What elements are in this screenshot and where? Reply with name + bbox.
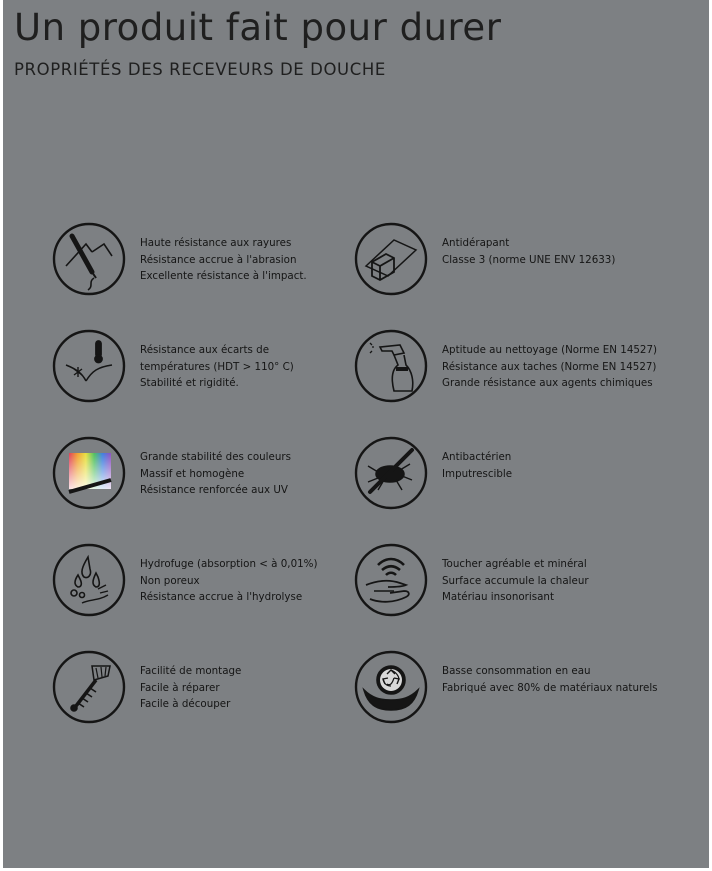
feature-temperature-resistance: [52, 329, 392, 409]
recycle-icon: [354, 650, 428, 724]
feature-line: Fabriqué avec 80% de matériaux naturels: [442, 681, 658, 694]
water-drop-icon: [52, 543, 126, 617]
screw-icon: [52, 650, 126, 724]
page-subtitle: PROPRIÉTÉS DES RECEVEURS DE DOUCHE: [14, 60, 386, 79]
feature-line: Excellente résistance à l'impact.: [140, 270, 307, 283]
anti-slip-icon: [354, 222, 428, 296]
feature-line: Massif et homogène: [140, 467, 245, 480]
warm-hands-icon: [354, 543, 428, 617]
feature-line: Aptitude au nettoyage (Norme EN 14527): [442, 344, 658, 356]
feature-line: Classe 3 (norme UNE ENV 12633): [442, 253, 616, 266]
feature-line: températures (HDT > 110° C): [140, 360, 294, 373]
feature-line: Non poreux: [140, 574, 200, 587]
feature-line: Résistance aux taches (Norme EN 14527): [442, 360, 657, 373]
feature-antibacterial: [354, 436, 694, 516]
feature-line: Imputrescible: [442, 467, 513, 480]
feature-line: Résistance renforcée aux UV: [140, 484, 288, 497]
feature-cleaning: [354, 329, 694, 409]
feature-scratch-resistance: [52, 222, 392, 302]
feature-line: Haute résistance aux rayures: [140, 237, 292, 249]
feature-line: Stabilité et rigidité.: [140, 377, 239, 390]
page-title: Un produit fait pour durer: [14, 6, 502, 49]
feature-anti-slip: [354, 222, 694, 302]
feature-color-stability: [52, 436, 392, 516]
feature-eco: [354, 650, 694, 730]
feature-line: Grande résistance aux agents chimiques: [442, 377, 653, 390]
feature-line: Résistance accrue à l'abrasion: [140, 253, 297, 266]
feature-installation: [52, 650, 392, 730]
feature-line: Grande stabilité des couleurs: [140, 451, 291, 463]
feature-text: [140, 235, 390, 285]
feature-line: Toucher agréable et minéral: [442, 558, 587, 570]
feature-touch: [354, 543, 694, 623]
feature-line: Facile à découper: [140, 698, 231, 711]
feature-water-repellent: [52, 543, 392, 623]
feature-line: Facilité de montage: [140, 665, 242, 677]
page: [3, 0, 709, 868]
feature-line: Surface accumule la chaleur: [442, 574, 589, 587]
feature-text: [442, 449, 692, 482]
feature-line: Matériau insonorisant: [442, 591, 554, 604]
feature-text: [442, 342, 692, 392]
feature-text: [140, 556, 390, 606]
feature-line: Basse consommation en eau: [442, 665, 591, 677]
feature-line: Antidérapant: [442, 237, 510, 249]
feature-line: Antibactérien: [442, 451, 512, 463]
feature-text: [442, 663, 692, 696]
scratch-icon: [52, 222, 126, 296]
feature-text: [140, 342, 390, 392]
feature-text: [442, 235, 692, 268]
thermometer-icon: [52, 329, 126, 403]
feature-text: [140, 449, 390, 499]
feature-line: Résistance accrue à l'hydrolyse: [140, 591, 303, 604]
spray-bottle-icon: [354, 329, 428, 403]
color-spectrum-icon: [52, 436, 126, 510]
antibacterial-icon: [354, 436, 428, 510]
feature-text: [442, 556, 692, 606]
feature-text: [140, 663, 390, 713]
feature-line: Résistance aux écarts de: [140, 344, 270, 356]
feature-line: Hydrofuge (absorption < à 0,01%): [140, 558, 318, 570]
feature-line: Facile à réparer: [140, 681, 220, 694]
